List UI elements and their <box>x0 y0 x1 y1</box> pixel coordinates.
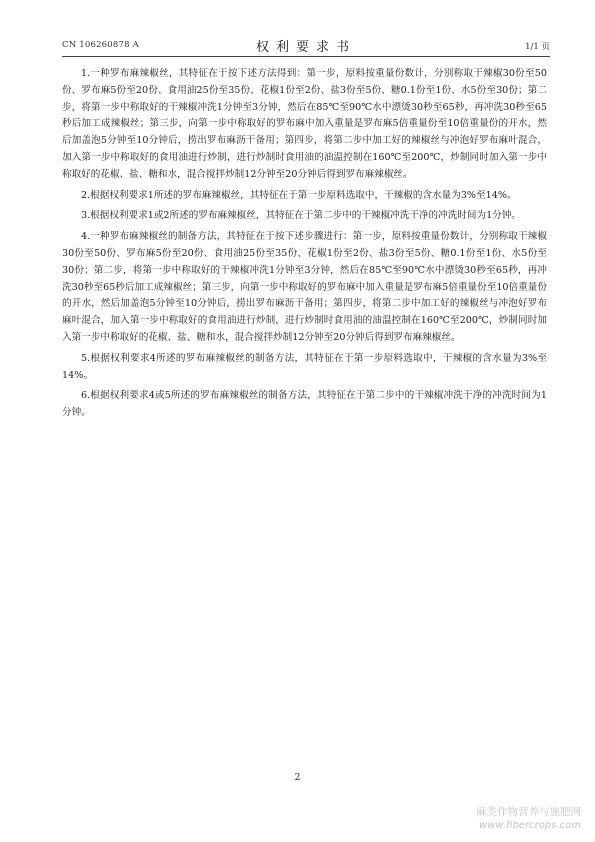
document-title: 权利要求书 <box>255 40 356 55</box>
claim-5: 5.根据权利要求4所述的罗布麻辣椒丝的制备方法，其特征在于第一步原料选取中，干辣椒的含水量为3%至14%。 <box>62 352 547 381</box>
claim-2: 2.根据权利要求1所述的罗布麻辣椒丝，其特征在于第一步原料选取中，干辣椒的含水量为3%至14%。 <box>81 189 517 201</box>
claim-3: 3.根据权利要求1或2所述的罗布麻辣椒丝，其特征在于第二步中的干辣椒冲洗干净的冲洗时间为1分钟。 <box>81 210 521 222</box>
page-count: 1/1 页 <box>525 42 550 52</box>
claims-body <box>62 66 547 426</box>
watermark-name: 麻类作物营养与施肥网 <box>476 806 581 818</box>
page-number: 2 <box>294 772 301 783</box>
document-header <box>62 36 550 54</box>
header-divider <box>62 56 550 57</box>
site-watermark <box>476 806 581 832</box>
claim-6: 6.根据权利要求4或5所述的罗布麻辣椒丝的制备方法，其特征在于第二步中的干辣椒冲洗干净的冲洗时间为1分钟。 <box>62 390 547 419</box>
claim-1: 1.一种罗布麻辣椒丝，其特征在于按下述方法得到：第一步，原料按重量份数计，分别称取干辣椒30份至50份、罗布麻5份至20份、食用油25份至35份、花椒1份至2份、盐3份至5份、糖0.1份至1份、水5份至30份；第二步，将第一步中称取好的干辣椒冲洗1分钟至3分钟，然后在85℃至90℃水中漂烫30秒至65秒，再冲洗30秒至65秒后加工成辣椒丝；第三步，向第一步中称取好的罗布麻中加入重量是罗布麻5倍重量份至10倍重量份的开水，然后加盖泡5分钟至10分钟后，捞出罗布麻沥干备用；第四步，将第二步中加工好的辣椒丝与冲泡好罗布麻叶混合，加入第一步中称取好的食用油进行炒制，进行炒制时食用油的油温控制在160℃至200℃，炒制同时加入第一步中称取好的花椒、盐、糖和水，混合搅拌炒制12分钟至20分钟后得到罗布麻辣椒丝。 <box>62 68 547 180</box>
watermark-url: www.fibercrops.com <box>479 820 581 831</box>
document-number: CN 106260878 A <box>62 40 139 50</box>
claim-4: 4.一种罗布麻辣椒丝的制备方法，其特征在于按下述步骤进行：第一步，原料按重量份数计，分别称取干辣椒30份至50份、罗布麻5份至20份、食用油25份至35份、花椒1份至2份、盐3份至5份、糖0.1份至1份、水5份至30份；第二步，将第一步中称取好的干辣椒冲洗1分钟至3分钟，然后在85℃至90℃水中漂烫30秒至65秒，再冲洗30秒至65秒后加工成辣椒丝；第三步，向第一步中称取好的罗布麻中加入重量是罗布麻5倍重量份至10倍重量份的开水，然后加盖泡5分钟至10分钟后，捞出罗布麻沥干备用；第四步，将第二步中加工好的辣椒丝与冲泡好罗布麻叶混合，加入第一步中称取好的食用油进行炒制，进行炒制时食用油的油温控制在160℃至200℃，炒制同时加入第一步中称取好的花椒、盐、糖和水，混合搅拌炒制12分钟至20分钟后得到罗布麻辣椒丝。 <box>62 231 547 343</box>
